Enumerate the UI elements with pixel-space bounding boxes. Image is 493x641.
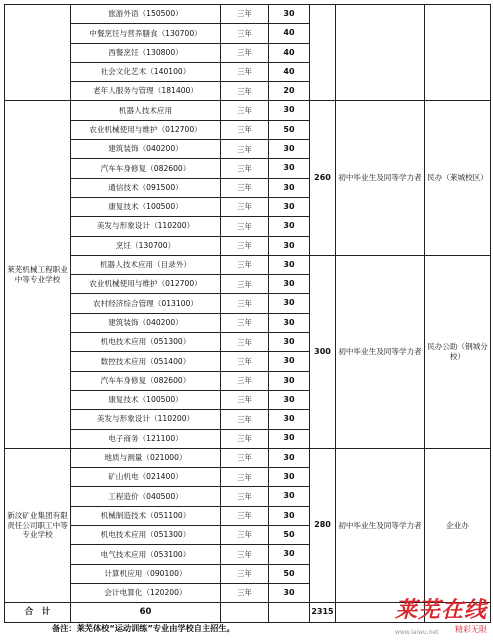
count-cell: 30: [269, 429, 310, 448]
major-cell: 农业机械使用与维护（012700）: [71, 275, 221, 294]
school-name-cell: 新汶矿业集团有限责任公司职工中等专业学校: [5, 448, 71, 602]
count-cell: 30: [269, 217, 310, 236]
enrollment-table: [4, 4, 491, 623]
years-cell: 三年: [221, 583, 269, 602]
major-cell: 机器人技术应用: [71, 101, 221, 120]
count-cell: 30: [269, 236, 310, 255]
count-cell: 40: [269, 62, 310, 81]
major-cell: 工程造价（040500）: [71, 487, 221, 506]
count-cell: 30: [269, 506, 310, 525]
years-cell: 三年: [221, 506, 269, 525]
watermark-logo: [395, 593, 487, 635]
years-cell: 三年: [221, 236, 269, 255]
major-cell: 地质与测量（021000）: [71, 448, 221, 467]
table-row: [5, 101, 491, 120]
count-cell: 30: [269, 275, 310, 294]
count-cell: 40: [269, 43, 310, 62]
grand-total: 2315: [310, 603, 336, 622]
major-cell: 康复技术（100500）: [71, 390, 221, 409]
major-cell: 汽车车身修复（082600）: [71, 371, 221, 390]
years-cell: 三年: [221, 294, 269, 313]
count-cell: 20: [269, 82, 310, 101]
total-label: 合 计: [5, 603, 71, 622]
major-cell: 电子商务（121100）: [71, 429, 221, 448]
school-name-cell: 莱芜机械工程职业中等专业学校: [5, 101, 71, 448]
table-row: [5, 448, 491, 467]
years-cell: 三年: [221, 448, 269, 467]
count-cell: 30: [269, 468, 310, 487]
table-row: [5, 5, 491, 24]
count-cell: 30: [269, 545, 310, 564]
years-cell: 三年: [221, 120, 269, 139]
type-cell-prev: [425, 5, 491, 101]
years-cell: 三年: [221, 429, 269, 448]
major-cell: 通信技术（091500）: [71, 178, 221, 197]
count-cell: 50: [269, 526, 310, 545]
major-cell: 数控技术应用（051400）: [71, 352, 221, 371]
count-cell: 30: [269, 255, 310, 274]
major-cell: 美发与形象设计（110200）: [71, 217, 221, 236]
count-cell: 30: [269, 410, 310, 429]
count-cell: 40: [269, 24, 310, 43]
major-cell: 建筑装饰（040200）: [71, 313, 221, 332]
count-cell: 30: [269, 352, 310, 371]
count-cell: 30: [269, 178, 310, 197]
major-cell: 老年人服务与管理（181400）: [71, 82, 221, 101]
condition-cell: 初中毕业生及同等学力者: [336, 101, 425, 255]
major-cell: 建筑装饰（040200）: [71, 140, 221, 159]
years-cell: 三年: [221, 43, 269, 62]
major-cell: 汽车车身修复（082600）: [71, 159, 221, 178]
count-cell: 30: [269, 371, 310, 390]
count-cell: 30: [269, 448, 310, 467]
group-total-cell: 280: [310, 448, 336, 602]
major-cell: 矿山机电（021400）: [71, 468, 221, 487]
years-cell: 三年: [221, 62, 269, 81]
years-cell: 三年: [221, 5, 269, 24]
school-type-cell: 民办（莱城校区）: [425, 101, 491, 255]
count-cell: 30: [269, 294, 310, 313]
count-cell: 30: [269, 197, 310, 216]
count-cell: 30: [269, 159, 310, 178]
years-cell: 三年: [221, 468, 269, 487]
table-row: [5, 255, 491, 274]
years-cell: 三年: [221, 24, 269, 43]
count-cell: 30: [269, 333, 310, 352]
major-cell: 机器人技术应用（目录外）: [71, 255, 221, 274]
years-cell: 三年: [221, 526, 269, 545]
major-cell: 电气技术应用（053100）: [71, 545, 221, 564]
footnote: 备注：莱芜体校“运动训练”专业由学校自主招生。: [52, 623, 235, 633]
watermark-slogan: 精彩无限: [455, 625, 487, 634]
years-cell: 三年: [221, 197, 269, 216]
years-cell: 三年: [221, 410, 269, 429]
condition-cell: 初中毕业生及同等学力者: [336, 255, 425, 448]
school-type-cell: 企业办: [425, 448, 491, 602]
major-cell: 康复技术（100500）: [71, 197, 221, 216]
major-cell: 机电技术应用（051300）: [71, 333, 221, 352]
empty-cell: [269, 603, 310, 622]
years-cell: 三年: [221, 159, 269, 178]
major-cell: 社会文化艺术（140100）: [71, 62, 221, 81]
count-cell: 30: [269, 583, 310, 602]
watermark-title: 莱芜在线: [394, 598, 487, 623]
major-cell: 烹饪（130700）: [71, 236, 221, 255]
total-cell-prev: [310, 5, 336, 101]
total-count: 60: [71, 603, 221, 622]
count-cell: 50: [269, 120, 310, 139]
years-cell: 三年: [221, 82, 269, 101]
years-cell: 三年: [221, 313, 269, 332]
school-cell-prev: [5, 5, 71, 101]
condition-cell-prev: [336, 5, 425, 101]
years-cell: 三年: [221, 255, 269, 274]
years-cell: 三年: [221, 564, 269, 583]
major-cell: 机电技术应用（051300）: [71, 526, 221, 545]
years-cell: 三年: [221, 178, 269, 197]
count-cell: 50: [269, 564, 310, 583]
major-cell: 旅游外语（150500）: [71, 5, 221, 24]
major-cell: 农村经济综合管理（013100）: [71, 294, 221, 313]
group-total-cell: 300: [310, 255, 336, 448]
watermark-url: www.laiwu.net: [394, 629, 439, 636]
years-cell: 三年: [221, 140, 269, 159]
years-cell: 三年: [221, 352, 269, 371]
years-cell: 三年: [221, 390, 269, 409]
years-cell: 三年: [221, 545, 269, 564]
major-cell: 计算机应用（090100）: [71, 564, 221, 583]
major-cell: 美发与形象设计（110200）: [71, 410, 221, 429]
condition-cell: 初中毕业生及同等学力者: [336, 448, 425, 602]
major-cell: 农业机械使用与维护（012700）: [71, 120, 221, 139]
major-cell: 机械制造技术（051100）: [71, 506, 221, 525]
count-cell: 30: [269, 5, 310, 24]
years-cell: 三年: [221, 101, 269, 120]
years-cell: 三年: [221, 333, 269, 352]
count-cell: 30: [269, 313, 310, 332]
empty-cell: [221, 603, 269, 622]
years-cell: 三年: [221, 371, 269, 390]
years-cell: 三年: [221, 487, 269, 506]
school-type-cell: 民办公助（钢城分校）: [425, 255, 491, 448]
years-cell: 三年: [221, 275, 269, 294]
count-cell: 30: [269, 487, 310, 506]
major-cell: 西餐烹饪（130800）: [71, 43, 221, 62]
group-total-cell: 260: [310, 101, 336, 255]
major-cell: 会计电算化（120200）: [71, 583, 221, 602]
count-cell: 30: [269, 390, 310, 409]
count-cell: 30: [269, 140, 310, 159]
count-cell: 30: [269, 101, 310, 120]
years-cell: 三年: [221, 217, 269, 236]
major-cell: 中餐烹饪与营养膳食（130700）: [71, 24, 221, 43]
